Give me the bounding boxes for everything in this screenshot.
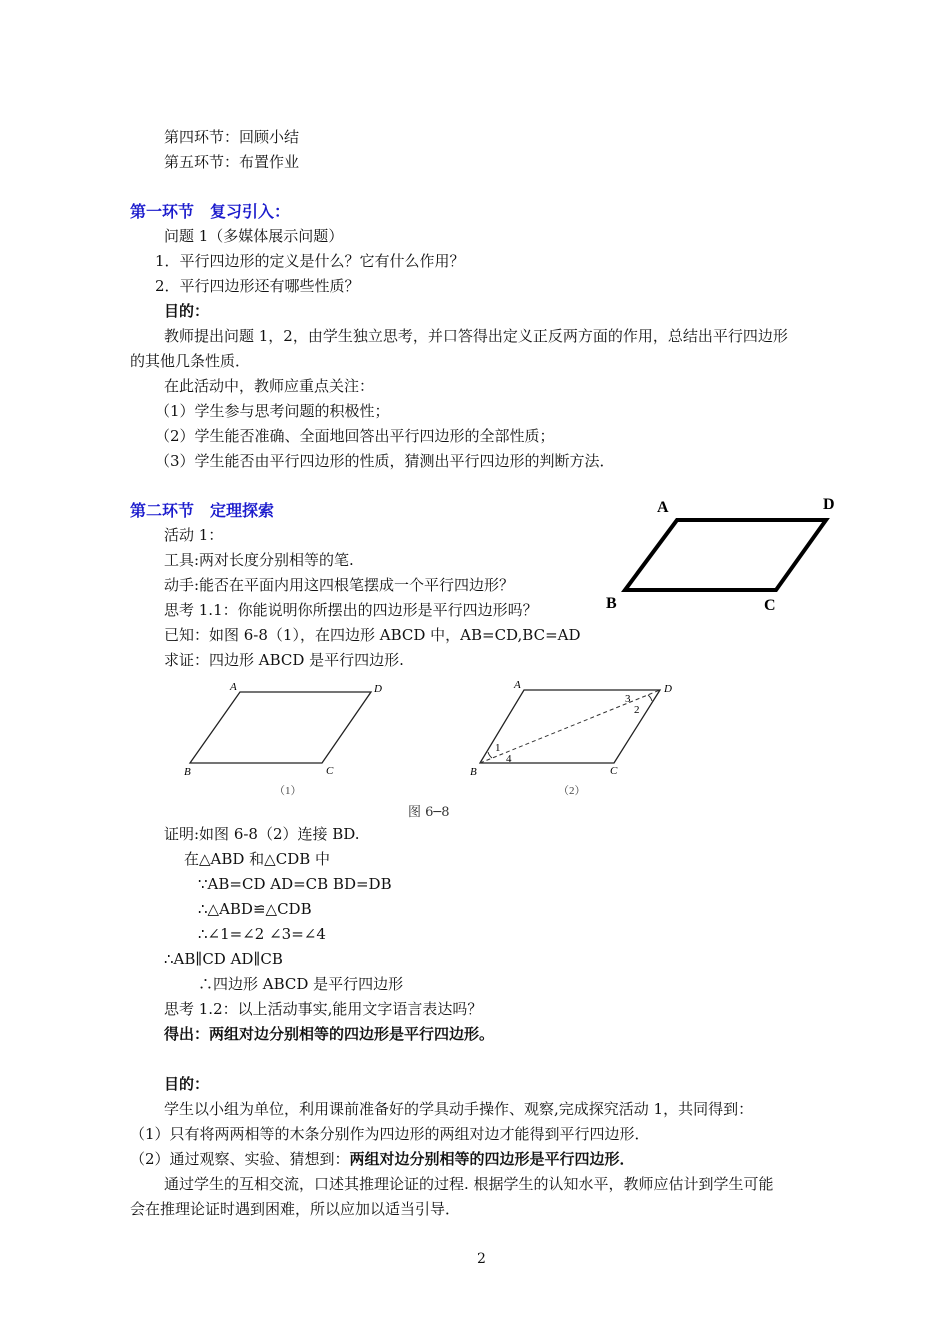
text-line: 已知：如图 6-8（1），在四边形 ABCD 中，AB=CD,BC=AD: [164, 626, 581, 644]
text-line: 通过学生的互相交流，口述其推理论证的过程. 根据学生的认知水平，教师应估计到学生可能: [164, 1175, 774, 1193]
proof-line: ∴∠1=∠2 ∠3=∠4: [198, 925, 326, 943]
figure-label-1: （1）: [274, 785, 302, 797]
section-heading-1: 第一环节 复习引入：: [130, 202, 291, 221]
vertex-label-d: D: [374, 683, 382, 695]
proof-line: ∴四边形 ABCD 是平行四边形: [198, 975, 404, 993]
text-span: （2）通过观察、实验、猜想到：: [130, 1150, 350, 1168]
vertex-label-b: B: [606, 595, 617, 612]
text-line: 2．平行四边形还有哪些性质？: [155, 277, 360, 295]
text-line: 求证：四边形 ABCD 是平行四边形.: [164, 651, 404, 669]
text-line: 思考 1.1：你能说明你所摆出的四边形是平行四边形吗？: [164, 601, 538, 619]
proof-line: 在△ABD 和△CDB 中: [184, 850, 331, 868]
vertex-label-a: A: [230, 681, 237, 693]
text-line: 动手:能否在平面内用这四根笔摆成一个平行四边形？: [164, 576, 515, 594]
proof-line: ∴△ABD≌△CDB: [198, 900, 312, 918]
angle-arc-2: [648, 695, 652, 701]
text-line: （1）只有将两两相等的木条分别作为四边形的两组对边才能得到平行四边形．: [130, 1125, 650, 1143]
text-line: 学生以小组为单位，利用课前准备好的学具动手操作、观察,完成探究活动 1，共同得到：: [164, 1100, 754, 1118]
proof-line: ∵AB=CD AD=CB BD=DB: [198, 875, 392, 893]
text-line: 活动 1：: [164, 526, 224, 544]
text-line: （3）学生能否由平行四边形的性质，猜测出平行四边形的判断方法．: [155, 452, 615, 470]
goal-label: 目的：: [164, 302, 210, 320]
angle-label-4: 4: [506, 753, 512, 765]
vertex-label-b: B: [470, 766, 477, 778]
figure-caption: 图 6─8: [408, 805, 450, 820]
vertex-label-b: B: [184, 766, 191, 778]
vertex-label-d: D: [823, 496, 835, 513]
text-line: 思考 1.2：以上活动事实,能用文字语言表达吗？: [164, 1000, 483, 1018]
angle-label-1: 1: [495, 742, 501, 754]
vertex-label-c: C: [764, 597, 776, 614]
vertex-label-a: A: [514, 679, 521, 691]
text-line: 1．平行四边形的定义是什么？它有什么作用？: [155, 252, 465, 270]
text-line: （2）学生能否准确、全面地回答出平行四边形的全部性质；: [155, 427, 555, 445]
text-line: [130, 1148, 635, 1170]
proof-line: 证明:如图 6-8（2）连接 BD.: [164, 825, 360, 843]
text-line: 的其他几条性质．: [130, 352, 251, 370]
vertex-label-d: D: [664, 683, 672, 695]
big-parallelogram-figure: [598, 490, 848, 620]
text-line: 第四环节：回顾小结: [164, 128, 300, 146]
vertex-label-c: C: [326, 765, 334, 777]
text-line: 在此活动中，教师应重点关注：: [164, 377, 375, 395]
bold-conclusion: 两组对边分别相等的四边形是平行四边形．: [349, 1150, 635, 1168]
big-parallelogram: [625, 520, 826, 590]
angle-label-3: 3: [625, 693, 631, 705]
proof-line: ∴AB∥CD AD∥CB: [164, 950, 283, 968]
conclusion: 得出：两组对边分别相等的四边形是平行四边形。: [164, 1025, 495, 1043]
text-line: 教师提出问题 1，2，由学生独立思考，并口答得出定义正反两方面的作用，总结出平行四边形: [164, 327, 788, 345]
figure-6-8-2: [462, 676, 702, 804]
text-line: 问题 1（多媒体展示问题）: [164, 227, 344, 245]
text-line: （1）学生参与思考问题的积极性；: [155, 402, 390, 420]
text-line: 会在推理论证时遇到困难，所以应加以适当引导．: [130, 1200, 461, 1218]
angle-label-2: 2: [634, 704, 640, 716]
vertex-label-a: A: [657, 499, 669, 516]
figure-6-8-1: [178, 676, 398, 804]
parallelogram-1: [190, 692, 371, 763]
goal-label: 目的：: [164, 1075, 210, 1093]
text-line: 工具:两对长度分别相等的笔.: [164, 551, 354, 569]
section-heading-2: 第二环节 定理探索: [130, 501, 275, 520]
figure-label-2: （2）: [558, 785, 586, 797]
angle-arc-1: [488, 752, 492, 758]
page-number: 2: [477, 1251, 486, 1267]
vertex-label-c: C: [610, 765, 618, 777]
text-line: 第五环节：布置作业: [164, 153, 300, 171]
